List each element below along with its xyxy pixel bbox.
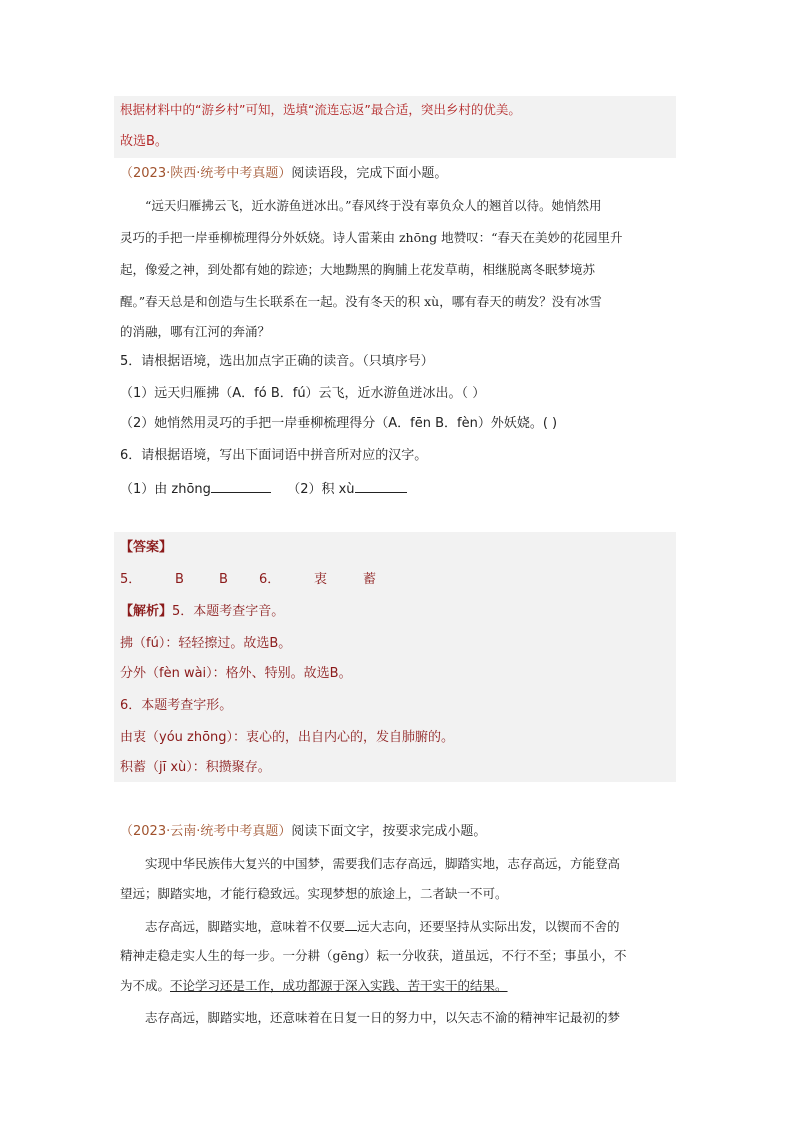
analysis-text: 5．本题考查字音。 <box>172 604 285 619</box>
analysis-line: 分外（fèn wài）：格外、特别。故选B。 <box>120 666 352 681</box>
passage-fragment: 志存高远，脚踏实地，意味着不仅要 <box>145 919 346 934</box>
answer-number: 5． <box>120 572 142 587</box>
source-label: （2023·云南·统考中考真题） <box>120 824 292 839</box>
explanation-text: 根据材料中的“游乡村”可知，选填“流连忘返”最合适，突出乡村的优美。 <box>120 102 521 117</box>
passage-line: 的消融，哪有江河的奔涌？ <box>120 324 271 339</box>
answer-heading: 【答案】 <box>120 540 173 555</box>
analysis-tag: 【解析】 <box>120 604 173 619</box>
analysis-line: 由衷（yóu zhōng）：衷心的，出自内心的，发自肺腑的。 <box>120 730 455 745</box>
answer-value: 蓄 <box>363 572 377 587</box>
analysis-line: 拂（fú）：轻轻擦过。故选B。 <box>120 636 292 651</box>
source-label: （2023·陕西·统考中考真题） <box>120 166 292 181</box>
instruction-text: 阅读语段，完成下面小题。 <box>291 166 448 181</box>
answer-number: 6． <box>259 572 281 587</box>
underlined-sentence: 不论学习还是工作，成功都源于深入实践、苦干实干的结果。 <box>170 978 508 993</box>
analysis-first-line <box>120 602 284 622</box>
passage-line: 实现中华民族伟大复兴的中国梦，需要我们志存高远，脚踏实地，志存高远，方能登高 <box>145 856 621 871</box>
passage-line: 醒。”春天总是和创造与生长联系在一起。没有冬天的积 xù，哪有春天的萌发？没有冰雪 <box>120 294 602 309</box>
question-5-title: 5．请根据语境，选出加点字正确的读音。（只填序号） <box>120 354 434 369</box>
question-6-item-2: （2）积 xù <box>287 482 355 497</box>
question-source-1 <box>120 164 447 184</box>
question-5-item-2: （2）她悄然用灵巧的手把一岸垂柳梳理得分（A．fēn B．fèn）外妖娆。( ) <box>120 416 558 431</box>
question-5-item-1: （1）远天归雁拂（A．fó B．fú）云飞，近水游鱼迸冰出。（ ） <box>120 386 486 401</box>
instruction-text: 阅读下面文字，按要求完成小题。 <box>291 824 487 839</box>
question-source-2 <box>120 822 486 842</box>
passage-line: 精神走稳走实人生的每一步。一分耕（gēng）耘一分收获，道虽远，不行不至；事虽小，不 <box>120 948 627 963</box>
passage-line <box>120 976 508 996</box>
question-6-title: 6．请根据语境，写出下面词语中拼音所对应的汉字。 <box>120 448 428 463</box>
answer-blank[interactable] <box>355 478 407 493</box>
answer-value: B <box>219 572 228 587</box>
analysis-line: 积蓄（jī xù）：积攒聚存。 <box>120 760 271 775</box>
question-6-item-1: （1）由 zhōng <box>120 482 211 497</box>
passage-line: “远天归雁拂云飞，近水游鱼迸冰出。”春风终于没有辜负众人的翘首以待。她悄然用 <box>145 198 602 213</box>
fill-blank[interactable] <box>345 916 357 931</box>
passage-fragment: 远大志向，还要坚持从实际出发，以锲而不舍的 <box>357 919 620 934</box>
passage-line <box>145 916 620 937</box>
conclusion-text: 故选B。 <box>120 134 168 149</box>
answer-blank[interactable] <box>211 478 271 493</box>
passage-line: 望远；脚踏实地，才能行稳致远。实现梦想的旅途上，二者缺一不可。 <box>120 886 508 901</box>
passage-line: 志存高远，脚踏实地，还意味着在日复一日的努力中，以矢志不渝的精神牢记最初的梦 <box>145 1010 621 1025</box>
answer-value: B <box>175 572 184 587</box>
passage-fragment: 为不成。 <box>120 978 171 993</box>
passage-line: 灵巧的手把一岸垂柳梳理得分外妖娆。诗人雷莱由 zhōng 地赞叹：“春天在美妙的花园里升 <box>120 230 623 245</box>
question-6-items <box>120 478 407 500</box>
answer-value: 衷 <box>314 572 328 587</box>
passage-line: 起，像爱之神，到处都有她的踪迹；大地黝黑的胸脯上花发草萌，相继脱离冬眠梦境苏 <box>120 262 596 277</box>
analysis-line: 6．本题考查字形。 <box>120 698 233 713</box>
